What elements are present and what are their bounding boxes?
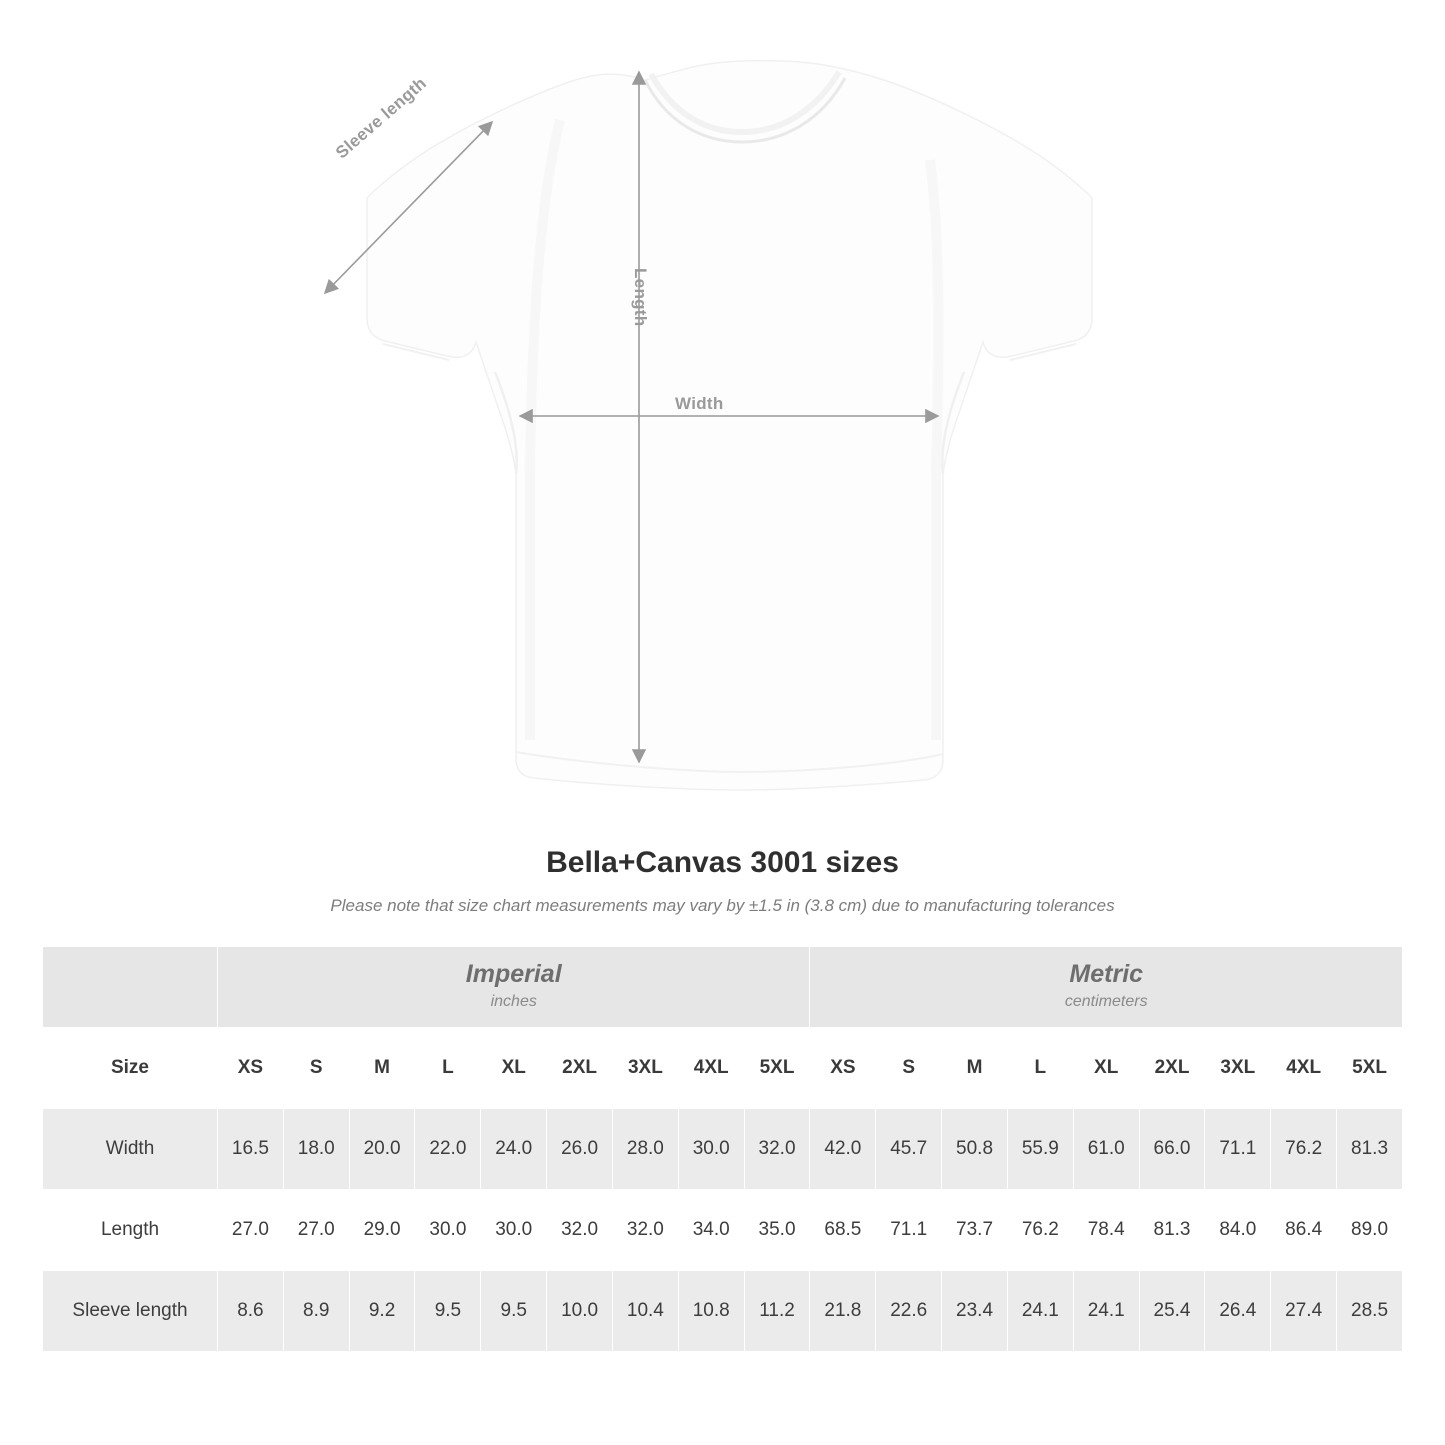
cell-width-metric: 76.2 <box>1271 1109 1337 1190</box>
size-col-header: XS <box>218 1028 284 1109</box>
cell-length-imperial: 32.0 <box>547 1190 613 1271</box>
page-title: Bella+Canvas 3001 sizes <box>546 846 899 879</box>
cell-width-metric: 50.8 <box>942 1109 1008 1190</box>
cell-length-imperial: 30.0 <box>415 1190 481 1271</box>
cell-width-metric: 55.9 <box>1007 1109 1073 1190</box>
cell-width-metric: 42.0 <box>810 1109 876 1190</box>
title-block <box>0 846 1445 916</box>
cell-sleeve-metric: 24.1 <box>1007 1271 1073 1352</box>
unit-header-metric <box>810 947 1403 1028</box>
size-table <box>42 946 1403 1352</box>
row-label-sleeve-length: Sleeve length <box>43 1271 218 1352</box>
cell-sleeve-metric: 28.5 <box>1337 1271 1403 1352</box>
cell-sleeve-metric: 23.4 <box>942 1271 1008 1352</box>
size-col-header: 5XL <box>744 1028 810 1109</box>
cell-length-imperial: 34.0 <box>678 1190 744 1271</box>
size-col-header: S <box>283 1028 349 1109</box>
cell-length-imperial: 27.0 <box>218 1190 284 1271</box>
size-col-header: L <box>1007 1028 1073 1109</box>
metric-units-label: centimeters <box>1064 992 1148 1010</box>
cell-sleeve-imperial: 10.4 <box>612 1271 678 1352</box>
size-col-header: S <box>876 1028 942 1109</box>
imperial-system-label: Imperial <box>465 959 562 988</box>
cell-length-imperial: 32.0 <box>612 1190 678 1271</box>
size-col-header: 4XL <box>1271 1028 1337 1109</box>
table-row <box>43 1190 1403 1271</box>
cell-width-metric: 66.0 <box>1139 1109 1205 1190</box>
size-col-header: XL <box>481 1028 547 1109</box>
table-row <box>43 1109 1403 1190</box>
cell-width-metric: 71.1 <box>1205 1109 1271 1190</box>
cell-width-imperial: 32.0 <box>744 1109 810 1190</box>
cell-length-imperial: 27.0 <box>283 1190 349 1271</box>
cell-length-imperial: 30.0 <box>481 1190 547 1271</box>
size-col-header: 2XL <box>547 1028 613 1109</box>
tshirt-shape <box>367 61 1092 790</box>
cell-sleeve-imperial: 11.2 <box>744 1271 810 1352</box>
cell-width-metric: 61.0 <box>1073 1109 1139 1190</box>
cell-sleeve-imperial: 10.0 <box>547 1271 613 1352</box>
cell-sleeve-metric: 21.8 <box>810 1271 876 1352</box>
size-header-label: Size <box>43 1028 218 1109</box>
cell-sleeve-imperial: 10.8 <box>678 1271 744 1352</box>
cell-sleeve-imperial: 8.9 <box>283 1271 349 1352</box>
size-col-header: M <box>349 1028 415 1109</box>
imperial-units-label: inches <box>490 992 537 1010</box>
cell-length-metric: 84.0 <box>1205 1190 1271 1271</box>
sleeve-length-label: Sleeve length <box>332 73 431 163</box>
metric-system-label: Metric <box>1069 959 1144 988</box>
unit-header-row <box>43 947 1403 1028</box>
row-label-length: Length <box>43 1190 218 1271</box>
cell-sleeve-imperial: 9.2 <box>349 1271 415 1352</box>
cell-sleeve-metric: 26.4 <box>1205 1271 1271 1352</box>
cell-length-metric: 78.4 <box>1073 1190 1139 1271</box>
cell-sleeve-metric: 27.4 <box>1271 1271 1337 1352</box>
cell-length-metric: 71.1 <box>876 1190 942 1271</box>
cell-length-metric: 68.5 <box>810 1190 876 1271</box>
row-label-width: Width <box>43 1109 218 1190</box>
cell-length-imperial: 35.0 <box>744 1190 810 1271</box>
cell-length-metric: 76.2 <box>1007 1190 1073 1271</box>
cell-width-imperial: 30.0 <box>678 1109 744 1190</box>
cell-width-imperial: 16.5 <box>218 1109 284 1190</box>
size-col-header: 4XL <box>678 1028 744 1109</box>
cell-sleeve-imperial: 9.5 <box>481 1271 547 1352</box>
cell-sleeve-imperial: 9.5 <box>415 1271 481 1352</box>
size-col-header: 5XL <box>1337 1028 1403 1109</box>
size-col-header: XS <box>810 1028 876 1109</box>
cell-width-metric: 81.3 <box>1337 1109 1403 1190</box>
table-row <box>43 1271 1403 1352</box>
cell-width-imperial: 24.0 <box>481 1109 547 1190</box>
size-col-header: M <box>942 1028 1008 1109</box>
size-col-header: L <box>415 1028 481 1109</box>
length-label: Length <box>631 268 650 327</box>
size-col-header: 2XL <box>1139 1028 1205 1109</box>
width-label: Width <box>675 394 724 413</box>
cell-sleeve-metric: 22.6 <box>876 1271 942 1352</box>
cell-width-imperial: 28.0 <box>612 1109 678 1190</box>
cell-length-metric: 89.0 <box>1337 1190 1403 1271</box>
cell-sleeve-metric: 25.4 <box>1139 1271 1205 1352</box>
cell-length-metric: 86.4 <box>1271 1190 1337 1271</box>
cell-length-imperial: 29.0 <box>349 1190 415 1271</box>
size-col-header: 3XL <box>612 1028 678 1109</box>
unit-header-imperial <box>218 947 810 1028</box>
size-table-wrapper <box>42 946 1403 1352</box>
cell-width-imperial: 18.0 <box>283 1109 349 1190</box>
cell-width-metric: 45.7 <box>876 1109 942 1190</box>
cell-width-imperial: 20.0 <box>349 1109 415 1190</box>
cell-length-metric: 81.3 <box>1139 1190 1205 1271</box>
cell-width-imperial: 26.0 <box>547 1109 613 1190</box>
tolerance-note: Please note that size chart measurements may vary by ±1.5 in (3.8 cm) due to manufacturing tolerances <box>330 896 1115 915</box>
cell-sleeve-imperial: 8.6 <box>218 1271 284 1352</box>
size-col-header: XL <box>1073 1028 1139 1109</box>
cell-length-metric: 73.7 <box>942 1190 1008 1271</box>
size-col-header: 3XL <box>1205 1028 1271 1109</box>
cell-width-imperial: 22.0 <box>415 1109 481 1190</box>
unit-header-blank <box>43 947 218 1028</box>
size-header-row <box>43 1028 1403 1109</box>
cell-sleeve-metric: 24.1 <box>1073 1271 1139 1352</box>
